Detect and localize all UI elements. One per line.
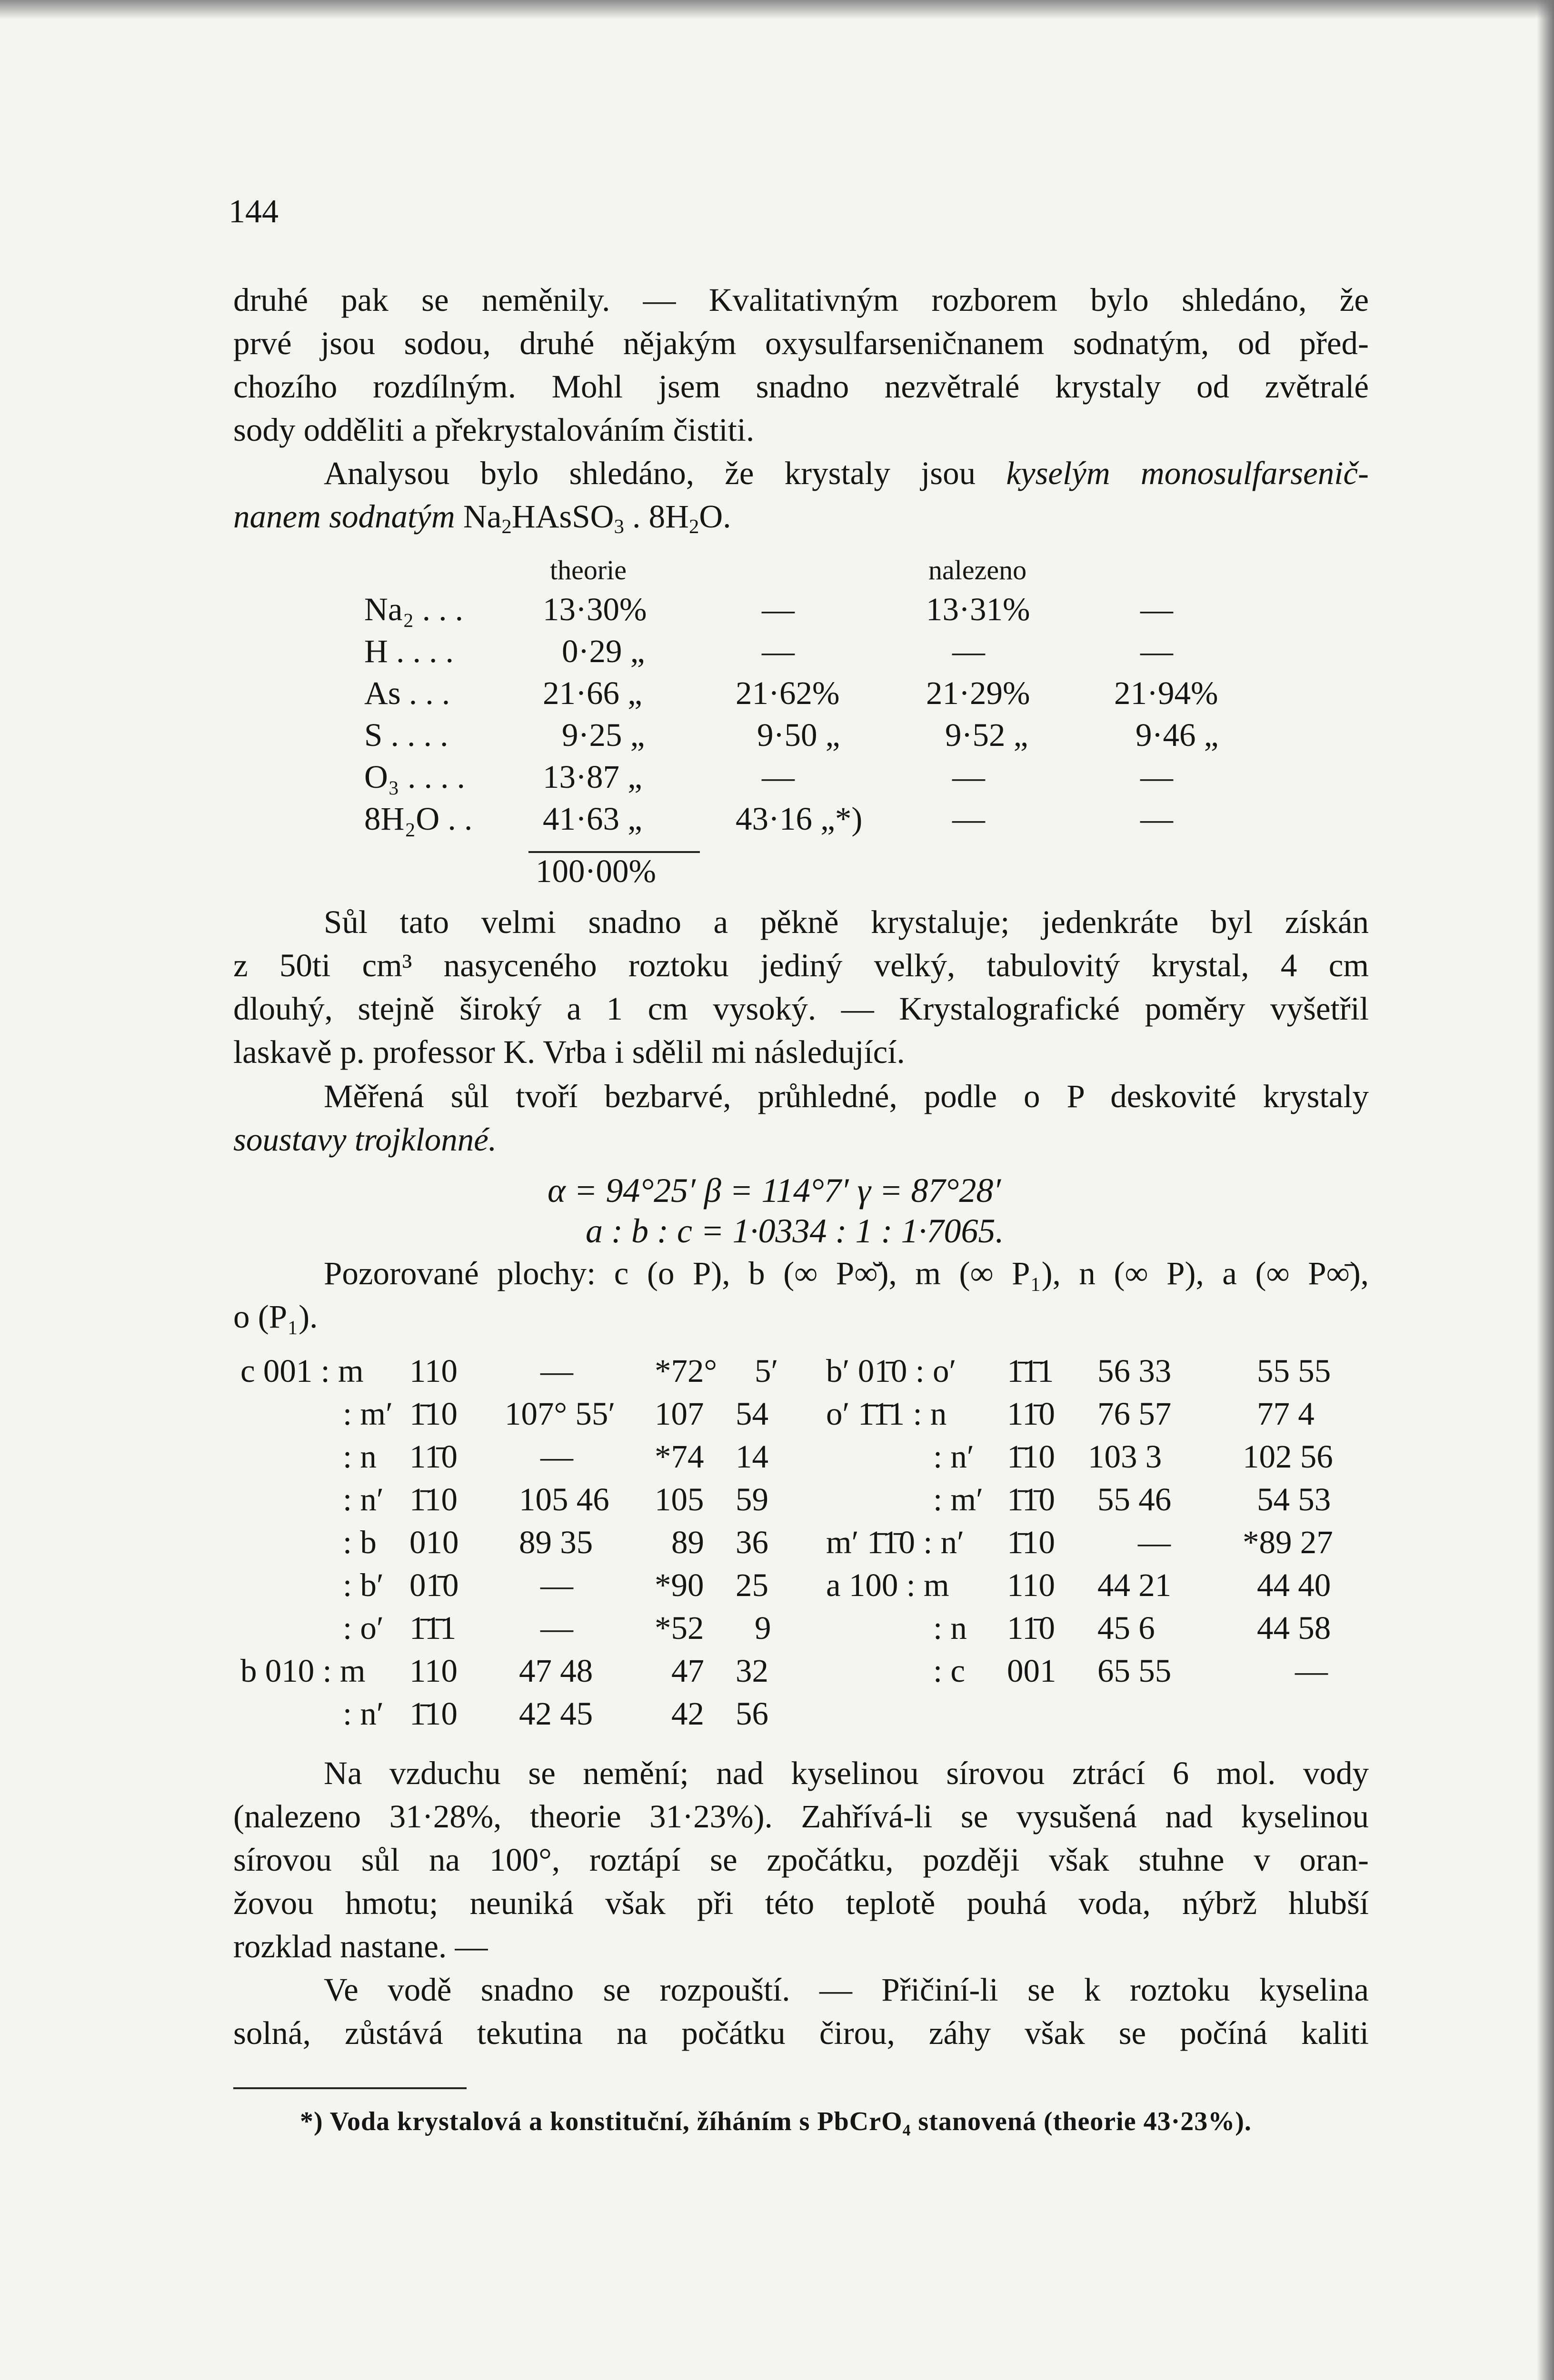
found-value-2: 21·29% <box>926 675 1030 711</box>
face-pair: : n′ <box>343 1481 384 1517</box>
face-index: 001 <box>1007 1653 1056 1689</box>
text-line: chozího rozdílným. Mohl jsem snadno nezvětralé krystaly od zvětralé <box>233 368 1369 405</box>
found-value-3: — <box>1140 801 1173 837</box>
calculated-angle: 55 46 <box>1097 1481 1172 1517</box>
theory-value: 13·30% <box>543 591 647 627</box>
measured-angle: 77 4 <box>1257 1396 1315 1432</box>
text-line: sírovou sůl na 100°, roztápí se zpočátku, později však stuhne v oran- <box>233 1842 1369 1878</box>
face-pair: : c <box>933 1653 966 1689</box>
text-line: sody odděliti a překrystalováním čistiti. <box>233 412 755 448</box>
calculated-angle: — <box>540 1610 573 1646</box>
formula-part: O. <box>699 498 731 535</box>
face-index: 1̄10 <box>409 1396 458 1432</box>
text-line: z 50ti cm³ nasyceného roztoku jediný velký, tabulovitý krystal, 4 cm <box>233 947 1369 983</box>
theory-value: 41·63 „ <box>543 801 642 837</box>
crystal-system: soustavy trojklonné. <box>233 1121 497 1158</box>
calculated-angle: 44 21 <box>1097 1567 1172 1603</box>
found-value-3: — <box>1140 759 1173 795</box>
text-line: Měřená sůl tvoří bezbarvé, průhledné, podle o P deskovité krystaly <box>324 1078 1369 1114</box>
text-line: druhé pak se neměnily. — Kvalitativným rozborem bylo shledáno, že <box>233 282 1369 318</box>
face-pair: b 010 : m <box>240 1653 366 1689</box>
formula-subscript: 2 <box>501 515 512 538</box>
table-total: 100·00% <box>536 853 656 889</box>
calculated-angle: 65 55 <box>1097 1653 1172 1689</box>
paragraph-2 <box>233 901 1369 1074</box>
text-line <box>233 495 1369 538</box>
face-index: 1̄1̄1 <box>409 1610 457 1646</box>
measured-minutes: 14 <box>736 1438 768 1475</box>
observed-faces <box>233 1252 1369 1339</box>
face-index: 1̄10 <box>409 1696 458 1732</box>
calculated-angle: 47 48 <box>519 1653 593 1689</box>
face-pair: : o′ <box>343 1610 384 1646</box>
found-value-1: 9·50 „ <box>757 717 840 753</box>
found-value-3: — <box>1140 591 1173 627</box>
found-value-2: — <box>952 801 985 837</box>
text-line: rozklad nastane. — <box>233 1928 488 1964</box>
element-label: H . . . . <box>364 633 454 669</box>
calculated-angle: 45 6 <box>1097 1610 1155 1646</box>
text-line: Sůl tato velmi snadno a pěkně krystaluje; jedenkráte byl získán <box>324 904 1369 940</box>
measured-angle: 54 53 <box>1257 1481 1331 1517</box>
face-pair: m′ 1̄1̄0 : n′ <box>826 1524 965 1560</box>
text-line: solná, zůstává tekutina na počátku čirou, záhy však se počíná kaliti <box>233 2015 1369 2051</box>
face-index: 1̄10 <box>409 1481 458 1517</box>
paragraph-1 <box>233 278 1369 452</box>
formula-part: Na <box>455 498 502 535</box>
theory-value: 13·87 „ <box>543 759 642 795</box>
face-index: 110 <box>409 1353 458 1389</box>
measured-angle: 55 55 <box>1257 1353 1331 1389</box>
analysis-paragraph <box>233 452 1369 538</box>
measured-angle: 44 40 <box>1257 1567 1331 1603</box>
paragraph-5 <box>233 1968 1369 2055</box>
element-label: 8H₂O . . <box>364 801 473 837</box>
measured-minutes: 9 <box>755 1610 771 1646</box>
found-value-1: — <box>762 759 795 795</box>
text-line: laskavě p. professor K. Vrba i sdělil mi následující. <box>233 1034 905 1070</box>
face-pair: c 001 : m <box>240 1353 364 1389</box>
formula-subscript: 3 <box>614 515 624 538</box>
face-index: 11̄0 <box>1007 1610 1055 1646</box>
text-line: prvé jsou sodou, druhé nějakým oxysulfarseničnanem sodnatým, od před- <box>233 325 1369 361</box>
measured-angle: 102 56 <box>1243 1438 1333 1475</box>
face-index: 010 <box>409 1524 459 1560</box>
measured-degrees: *52 <box>655 1610 704 1646</box>
formula-subscript: 2 <box>689 515 699 538</box>
measured-degrees: *90 <box>655 1567 704 1603</box>
angle-formula: α = 94°25′ β = 114°7′ γ = 87°28′ <box>548 1171 1001 1210</box>
face-index: 11̄0 <box>1007 1396 1055 1432</box>
face-pair: o′ 1̄1̄1 : n <box>826 1396 947 1432</box>
page-number: 144 <box>229 193 279 230</box>
face-index: 1̄10 <box>1007 1524 1055 1560</box>
measured-minutes: 32 <box>736 1653 768 1689</box>
element-label: As . . . <box>364 675 450 711</box>
calculated-angle: — <box>540 1353 573 1389</box>
found-value-2: 9·52 „ <box>945 717 1028 753</box>
measured-minutes: 5′ <box>755 1353 778 1389</box>
found-value-3: — <box>1140 633 1173 669</box>
calculated-angle: — <box>1138 1524 1171 1560</box>
found-value-3: 9·46 „ <box>1136 717 1219 753</box>
found-value-1: — <box>762 633 795 669</box>
measured-degrees: *74 <box>655 1438 704 1475</box>
face-pair: b′ 01̄0 : o′ <box>826 1353 956 1389</box>
calculated-angle: — <box>540 1567 573 1603</box>
scan-shadow-right <box>1537 0 1554 2380</box>
found-value-2: — <box>952 759 985 795</box>
text-line <box>233 452 1369 495</box>
face-pair: : n <box>933 1610 967 1646</box>
calculated-angle: 89 35 <box>519 1524 593 1560</box>
measured-degrees: 47 <box>671 1653 704 1689</box>
compound-name-italic: kyselým monosulfarsenič- <box>1006 455 1369 491</box>
face-index: 110 <box>409 1653 458 1689</box>
element-label: Na₂ . . . <box>364 591 464 627</box>
found-value-2: — <box>952 633 985 669</box>
face-index: 11̄0 <box>409 1438 458 1475</box>
footnote-rule <box>233 2087 467 2089</box>
theory-value: 9·25 „ <box>562 717 645 753</box>
face-pair: : n′ <box>933 1438 975 1475</box>
measured-degrees: 105 <box>655 1481 704 1517</box>
measured-minutes: 25 <box>736 1567 768 1603</box>
face-index: 110 <box>1007 1567 1055 1603</box>
found-value-1: 21·62% <box>736 675 840 711</box>
calculated-angle: 42 45 <box>519 1696 593 1732</box>
found-value-1: 43·16 „*) <box>736 801 863 837</box>
header-theory: theorie <box>550 555 627 585</box>
paragraph-4 <box>233 1752 1369 1968</box>
axis-ratio-formula: a : b : c = 1·0334 : 1 : 1·7065. <box>586 1212 1004 1250</box>
text-line: Na vzduchu se nemění; nad kyselinou sírovou ztrácí 6 mol. vody <box>324 1755 1369 1791</box>
measured-degrees: 107 <box>655 1396 704 1432</box>
measured-minutes: 56 <box>736 1696 768 1732</box>
found-value-2: 13·31% <box>926 591 1030 627</box>
measured-angle: 44 58 <box>1257 1610 1331 1646</box>
face-pair: : n <box>343 1438 377 1475</box>
text-line: Ve vodě snadno se rozpouští. — Přičiní-li se k roztoku kyselina <box>324 1972 1369 2008</box>
measured-minutes: 54 <box>736 1396 768 1432</box>
face-index: 01̄0 <box>409 1567 459 1603</box>
found-value-3: 21·94% <box>1114 675 1218 711</box>
theory-value: 21·66 „ <box>543 675 642 711</box>
text-line: dlouhý, stejně široký a 1 cm vysoký. — Krystalografické poměry vyšetřil <box>233 991 1369 1027</box>
calculated-angle: 56 33 <box>1097 1353 1172 1389</box>
face-pair: : b <box>343 1524 377 1560</box>
element-label: S . . . . <box>364 717 448 753</box>
measured-degrees: 42 <box>671 1696 704 1732</box>
text-line: (nalezeno 31·28%, theorie 31·23%). Zahřívá-li se vysušená nad kyselinou <box>233 1798 1369 1835</box>
calculated-angle: 105 46 <box>519 1481 609 1517</box>
face-pair: a 100 : m <box>826 1567 949 1603</box>
face-index: 1̄1̄0 <box>1007 1481 1055 1517</box>
measured-angle: — <box>1295 1653 1328 1689</box>
text-line: Pozorované plochy: c (o P), b (∞ P∞̆), m (∞ P₁), n (∞ P), a (∞ P∞̄), <box>324 1255 1369 1291</box>
found-value-1: — <box>762 591 795 627</box>
measured-minutes: 59 <box>736 1481 768 1517</box>
measured-degrees: *72° <box>655 1353 717 1389</box>
theory-value: 0·29 „ <box>562 633 645 669</box>
calculated-angle: 103 3 <box>1088 1438 1162 1475</box>
face-pair: : n′ <box>343 1696 384 1732</box>
calculated-angle: 107° 55′ <box>505 1396 616 1432</box>
formula-part: . 8H <box>624 498 689 535</box>
scan-shadow-top <box>0 0 1554 19</box>
face-pair: : b′ <box>343 1567 384 1603</box>
element-label: O₃ . . . . <box>364 759 465 795</box>
calculated-angle: 76 57 <box>1097 1396 1172 1432</box>
text-line: žovou hmotu; neuniká však při této teplotě pouhá voda, nýbrž hlubší <box>233 1885 1369 1921</box>
calculated-angle: — <box>540 1438 573 1475</box>
face-pair: : m′ <box>933 1481 984 1517</box>
measured-minutes: 36 <box>736 1524 768 1560</box>
analysis-text: Analysou bylo shledáno, že krystaly jsou <box>324 455 1006 491</box>
face-pair: : m′ <box>343 1396 393 1432</box>
paragraph-3 <box>233 1075 1369 1161</box>
footnote: *) Voda krystalová a konstituční, žíháním s PbCrO₄ stanovená (theorie 43·23%). <box>300 2107 1252 2136</box>
text-line: o (P₁). <box>233 1299 318 1335</box>
compound-name-italic: nanem sodnatým <box>233 498 455 535</box>
formula-part: HAsSO <box>511 498 614 535</box>
measured-degrees: 89 <box>671 1524 704 1560</box>
face-index: 1̄1̄1 <box>1007 1353 1054 1389</box>
header-found: nalezeno <box>928 555 1027 585</box>
face-index: 1̄10 <box>1007 1438 1055 1475</box>
measured-angle: *89 27 <box>1243 1524 1333 1560</box>
